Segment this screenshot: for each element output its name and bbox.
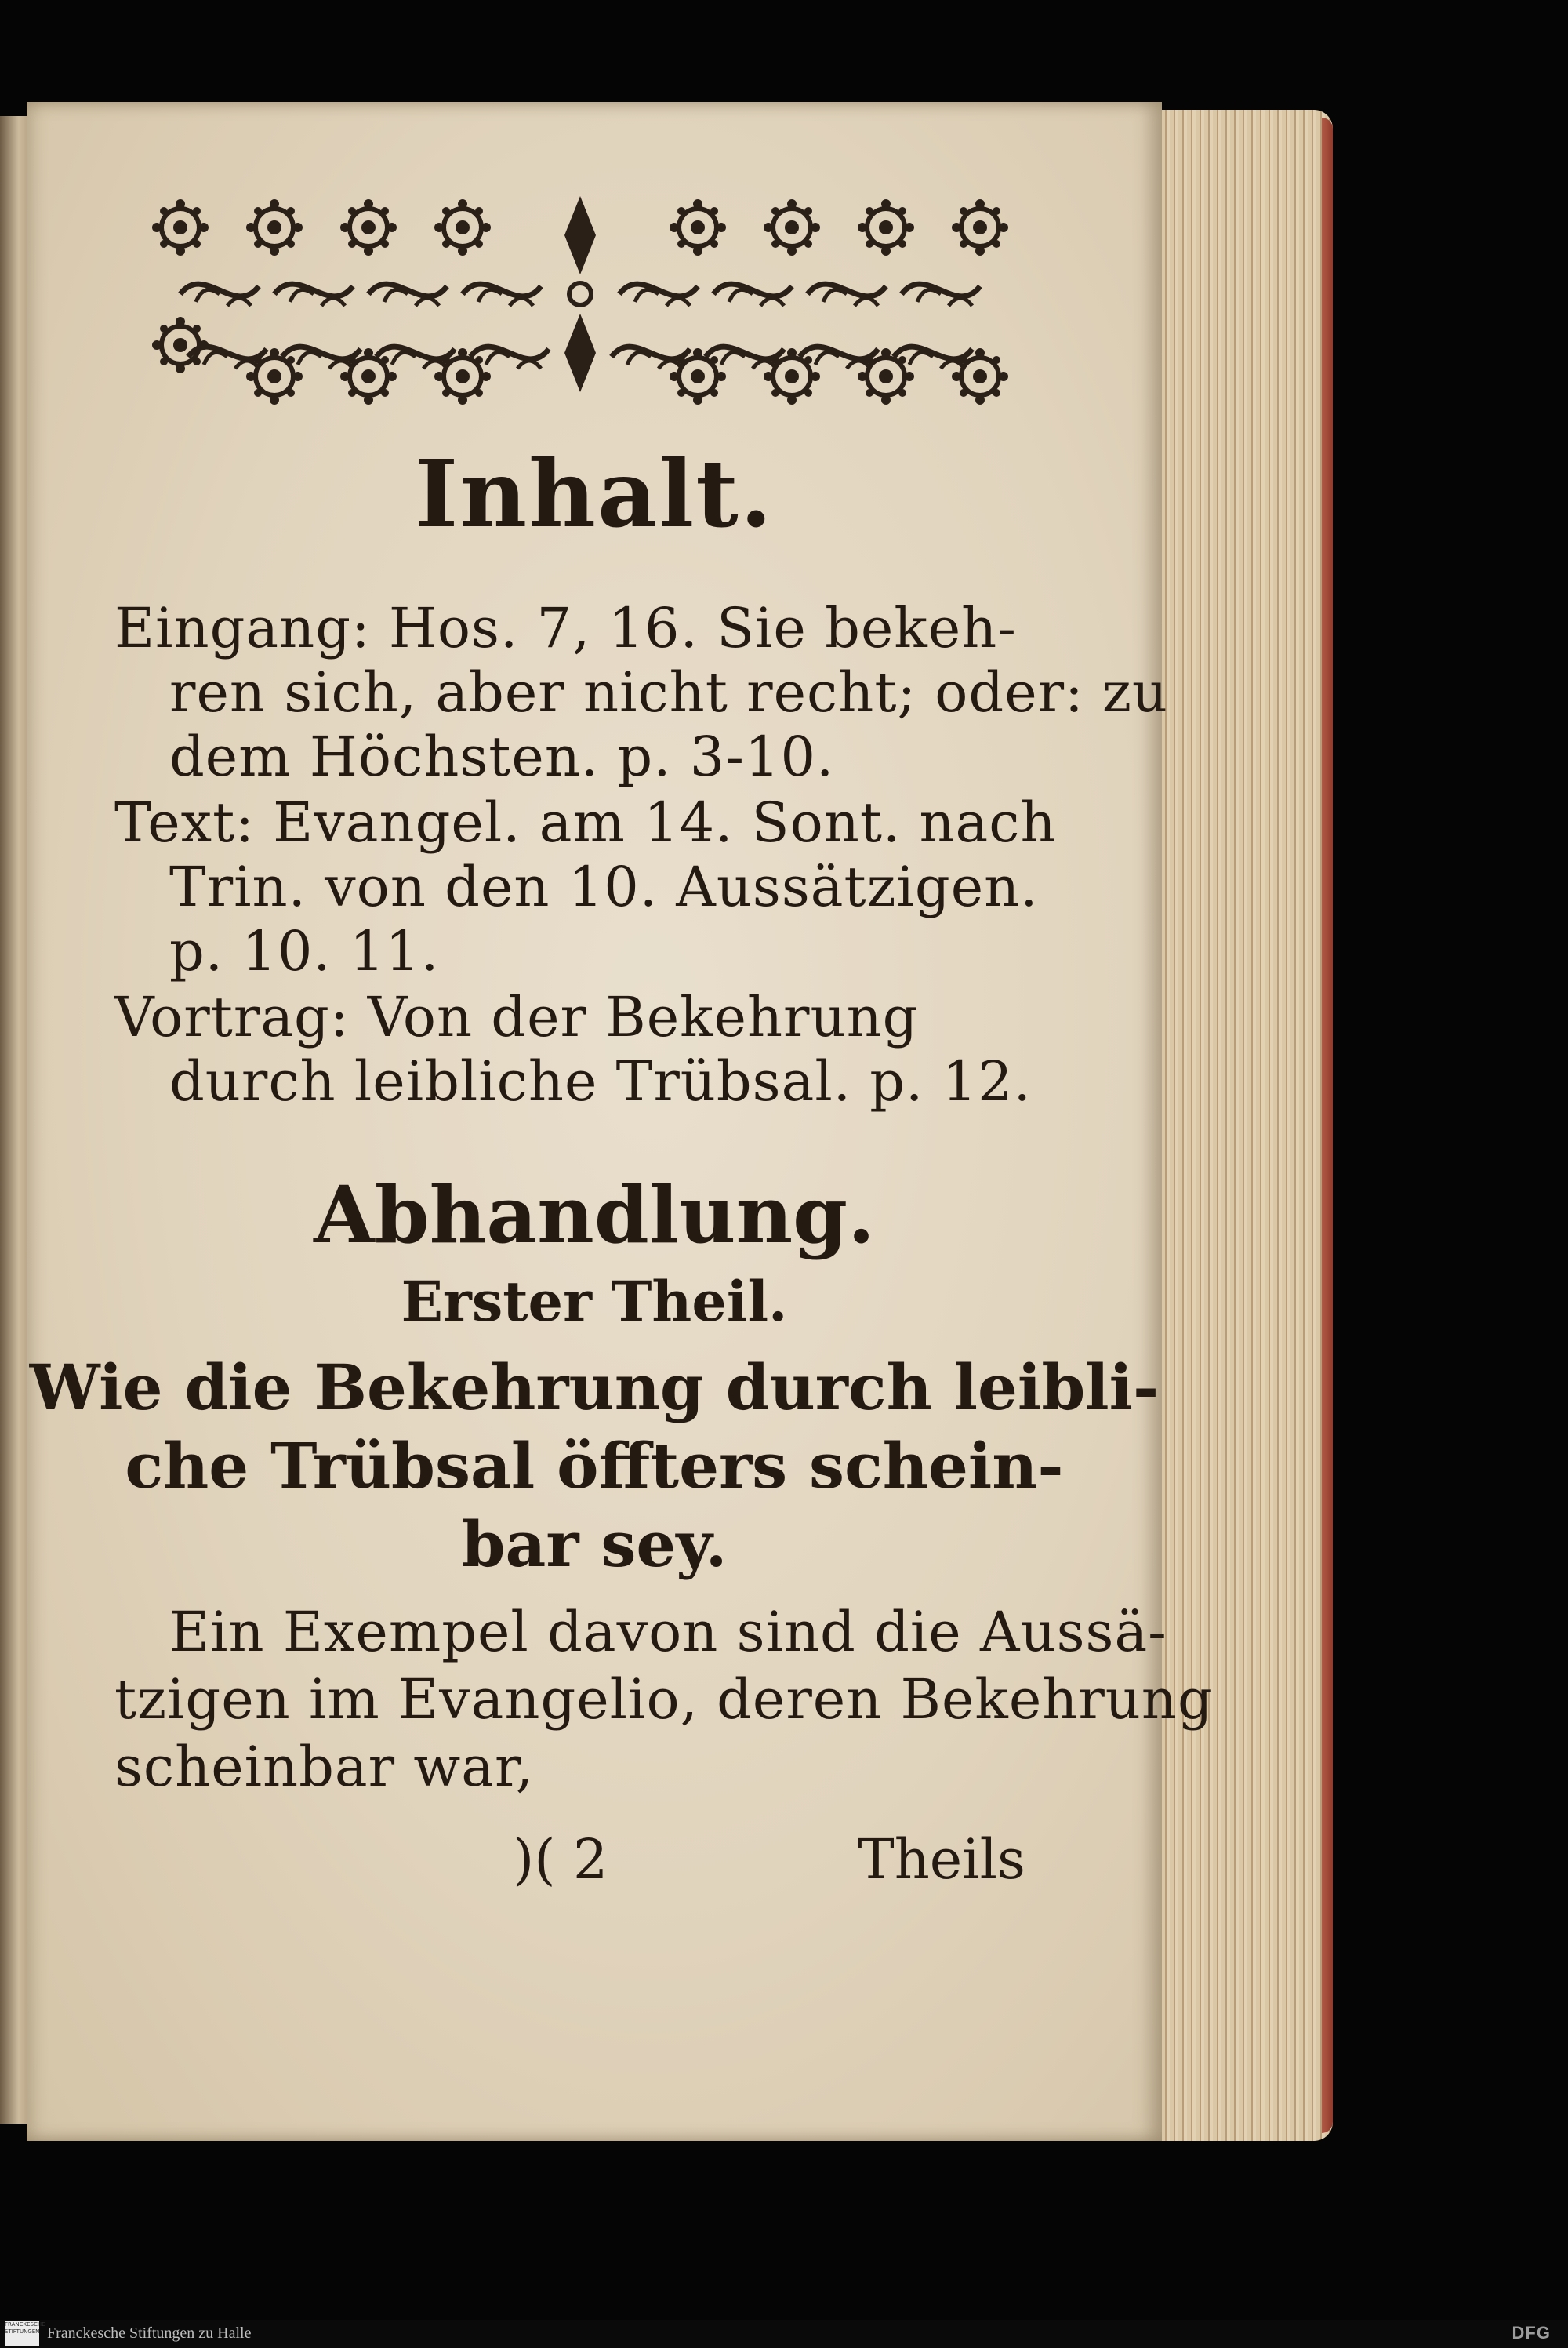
book-page-edges [1152,110,1333,2141]
contents-line-5: Trin. von den 10. Aussätzigen. [169,855,1039,919]
contents-line-7: Vortrag: Von der Bekehrung [114,985,919,1049]
signature-mark: )( 2 [513,1827,608,1892]
contents-line-2: ren sich, aber nicht recht; oder: zu [169,660,1168,725]
body-line-1: Ein Exempel davon sind die Aussä- [169,1600,1167,1664]
institution-logo [5,2321,45,2346]
dfg-logo: DFG [1512,2323,1551,2343]
section-heading: Abhandlung. [314,1169,875,1261]
decorative-border-ornament [133,188,1027,423]
logo-text: FRANCKESCHE STIFTUNGEN [5,2321,45,2335]
theme-line-2: che Trübsal öffters schein- [125,1429,1064,1503]
body-line-2: tzigen im Evangelio, deren Bekehrung [114,1667,1214,1732]
book-page [27,102,1214,2141]
part-heading: Erster Theil. [401,1269,788,1334]
floral-ornament-icon [133,188,1027,423]
contents-line-1: Eingang: Hos. 7, 16. Sie bekeh- [114,596,1017,660]
contents-line-4: Text: Evangel. am 14. Sont. nach [114,791,1057,855]
contents-line-8: durch leibliche Trübsal. p. 12. [169,1049,1032,1114]
contents-line-3: dem Höchsten. p. 3-10. [169,725,835,789]
contents-line-6: p. 10. 11. [169,919,440,983]
catchword: Theils [858,1827,1025,1892]
page-title: Inhalt. [415,439,774,548]
theme-line-3: bar sey. [461,1507,728,1581]
institution-name: Franckesche Stiftungen zu Halle [47,2324,252,2342]
body-line-3: scheinbar war, [114,1735,535,1799]
left-page-edge [0,116,27,2124]
theme-line-1: Wie die Bekehrung durch leibli- [29,1350,1160,1424]
